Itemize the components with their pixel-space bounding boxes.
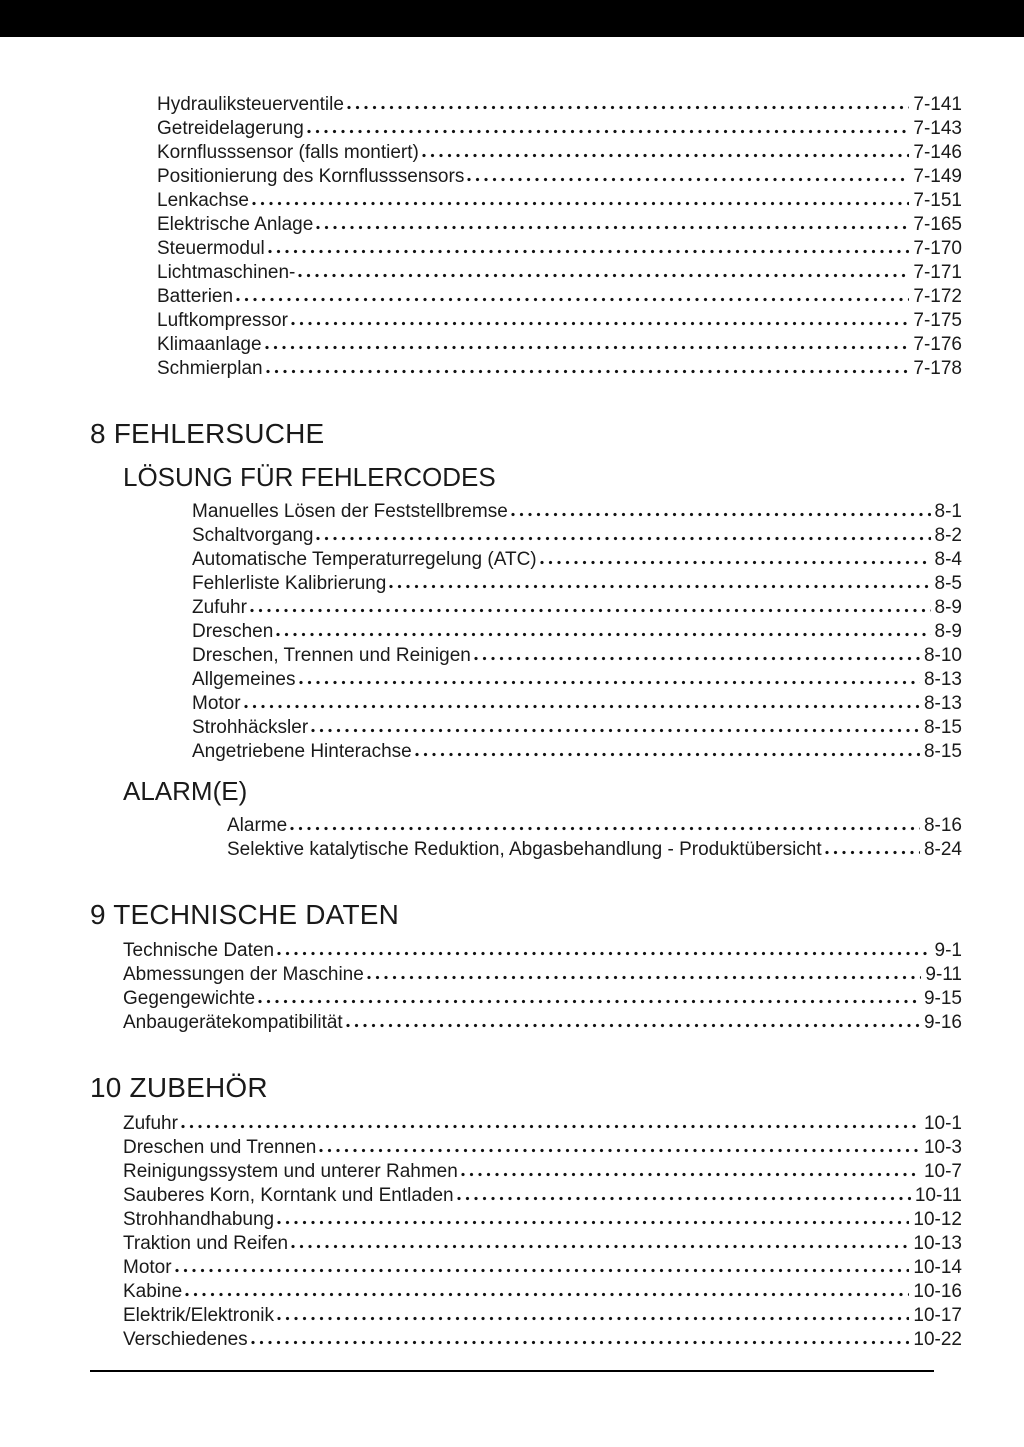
- toc-entry: [123, 1328, 962, 1352]
- toc-entry-page: 10-22: [913, 1329, 962, 1350]
- toc-entry-page: 10-16: [913, 1281, 962, 1302]
- dot-leader: [291, 321, 909, 326]
- toc-entry: [123, 939, 962, 963]
- dot-leader: [244, 704, 920, 709]
- toc-entry: [157, 165, 962, 189]
- toc-entry-label: Schmierplan: [157, 358, 263, 379]
- toc-entry-label: Batterien: [157, 286, 234, 307]
- toc-entry-page: 7-178: [913, 358, 962, 379]
- toc-entry-page: 7-141: [913, 94, 962, 115]
- dot-leader: [181, 1124, 920, 1129]
- toc-entry-page: 10-1: [923, 1113, 962, 1134]
- chapter-heading: 10 ZUBEHÖR: [90, 1072, 268, 1103]
- toc-entry: [157, 237, 962, 261]
- toc-entry-page: 10-12: [913, 1209, 962, 1230]
- toc-entry: [157, 141, 962, 165]
- dot-leader: [252, 201, 909, 206]
- toc-entry: [123, 1112, 962, 1136]
- section-subheading: ALARM(E): [123, 776, 248, 806]
- dot-leader: [277, 1316, 909, 1321]
- footer-rule: [90, 1370, 934, 1372]
- toc-entry-page: 8-9: [934, 597, 962, 618]
- toc-entry: [192, 692, 962, 716]
- dot-leader: [311, 728, 920, 733]
- toc-entry: [157, 309, 962, 333]
- toc-entry-group: [90, 939, 962, 1035]
- dot-leader: [346, 1023, 920, 1028]
- toc-entry-label: Kornflusssensor (falls montiert): [157, 142, 419, 163]
- dot-leader: [511, 512, 931, 517]
- toc-entry: [192, 596, 962, 620]
- toc-entry-label: Dreschen, Trennen und Reinigen: [192, 645, 471, 666]
- toc-entry-label: Schaltvorgang: [192, 525, 314, 546]
- toc-entry: [123, 987, 962, 1011]
- toc-entry-label: Zufuhr: [192, 597, 247, 618]
- toc-entry-page: 7-149: [913, 166, 962, 187]
- toc-entry-label: Klimaanlage: [157, 334, 262, 355]
- toc-entry: [157, 357, 962, 381]
- toc-entry: [157, 213, 962, 237]
- page-top-bar: [0, 0, 1024, 37]
- toc-entry: [123, 1256, 962, 1280]
- toc-entry-page: 8-2: [934, 525, 962, 546]
- toc-entry: [123, 1232, 962, 1256]
- toc-entry-page: 10-14: [913, 1257, 962, 1278]
- toc-entry-page: 7-176: [913, 334, 962, 355]
- toc-entry: [123, 1011, 962, 1035]
- toc-entry-label: Strohhäcksler: [192, 717, 309, 738]
- toc-entry-page: 7-170: [913, 238, 962, 259]
- dot-leader: [258, 999, 920, 1004]
- dot-leader: [367, 975, 922, 980]
- toc-entry: [192, 716, 962, 740]
- toc-entry-label: Steuermodul: [157, 238, 265, 259]
- toc-entry: [192, 620, 962, 644]
- toc-entry-label: Traktion und Reifen: [123, 1233, 289, 1254]
- toc-entry: [192, 668, 962, 692]
- toc-entry: [123, 1208, 962, 1232]
- toc-entry-page: 7-171: [913, 262, 962, 283]
- toc-entry-label: Reinigungssystem und unterer Rahmen: [123, 1161, 458, 1182]
- toc-entry-page: 9-1: [934, 940, 962, 961]
- toc-entry-page: 8-16: [923, 815, 962, 836]
- dot-leader: [276, 632, 930, 637]
- toc-entry-label: Technische Daten: [123, 940, 275, 961]
- toc-entry-page: 8-13: [923, 693, 962, 714]
- toc-entry-page: 7-151: [913, 190, 962, 211]
- toc-entry-page: 7-146: [913, 142, 962, 163]
- toc-entry-page: 9-16: [923, 1012, 962, 1033]
- toc-entry-label: Alarme: [227, 815, 288, 836]
- toc-entry-page: 7-175: [913, 310, 962, 331]
- toc-entry-label: Motor: [123, 1257, 172, 1278]
- toc-entry-page: 10-17: [913, 1305, 962, 1326]
- toc-entry-label: Abmessungen der Maschine: [123, 964, 364, 985]
- toc-entry: [192, 548, 962, 572]
- toc-entry-label: Hydrauliksteuerventile: [157, 94, 344, 115]
- toc-entry-label: Motor: [192, 693, 241, 714]
- toc-entry-page: 10-3: [923, 1137, 962, 1158]
- toc-entry-label: Strohhandhabung: [123, 1209, 275, 1230]
- dot-leader: [347, 105, 909, 110]
- toc-entry-label: Sauberes Korn, Korntank und Entladen: [123, 1185, 454, 1206]
- toc-entry: [123, 963, 962, 987]
- dot-leader: [291, 1244, 909, 1249]
- dot-leader: [236, 297, 909, 302]
- toc-entry-page: 8-15: [923, 741, 962, 762]
- dot-leader: [457, 1196, 911, 1201]
- toc: [90, 37, 962, 1354]
- toc-entry-page: 10-7: [923, 1161, 962, 1182]
- toc-entry-page: 7-143: [913, 118, 962, 139]
- toc-entry-page: 8-24: [923, 839, 962, 860]
- toc-entry: [157, 93, 962, 117]
- toc-entry-label: Lenkachse: [157, 190, 249, 211]
- toc-entry: [123, 1184, 962, 1208]
- dot-leader: [277, 1220, 909, 1225]
- toc-entry-label: Dreschen: [192, 621, 274, 642]
- toc-entry-label: Fehlerliste Kalibrierung: [192, 573, 387, 594]
- toc-entry: [123, 1304, 962, 1328]
- dot-leader: [290, 826, 920, 831]
- dot-leader: [175, 1268, 910, 1273]
- toc-entry: [192, 524, 962, 548]
- dot-leader: [540, 560, 931, 565]
- dot-leader: [474, 656, 920, 661]
- toc-entry-page: 8-4: [934, 549, 962, 570]
- dot-leader: [298, 273, 909, 278]
- toc-entry-page: 8-1: [934, 501, 962, 522]
- toc-entry-label: Manuelles Lösen der Feststellbremse: [192, 501, 508, 522]
- toc-entry: [157, 189, 962, 213]
- toc-entry-page: 8-9: [934, 621, 962, 642]
- toc-entry-label: Zufuhr: [123, 1113, 178, 1134]
- toc-entry-page: 9-11: [925, 964, 962, 985]
- dot-leader: [461, 1172, 920, 1177]
- toc-entry-page: 7-165: [913, 214, 962, 235]
- toc-entry-label: Angetriebene Hinterachse: [192, 741, 412, 762]
- dot-leader: [319, 1148, 920, 1153]
- dot-leader: [266, 369, 910, 374]
- dot-leader: [185, 1292, 909, 1297]
- toc-entry: [157, 117, 962, 141]
- toc-entry: [123, 1160, 962, 1184]
- toc-entry-label: Dreschen und Trennen: [123, 1137, 317, 1158]
- chapter-heading: 9 TECHNISCHE DATEN: [90, 899, 400, 930]
- toc-entry-label: Kabine: [123, 1281, 183, 1302]
- toc-entry-page: 8-10: [923, 645, 962, 666]
- toc-entry-label: Elektrische Anlage: [157, 214, 314, 235]
- toc-entry-page: 10-13: [913, 1233, 962, 1254]
- toc-entry: [123, 1136, 962, 1160]
- toc-entry-group: [90, 1112, 962, 1352]
- toc-entry: [192, 500, 962, 524]
- toc-entry: [157, 285, 962, 309]
- dot-leader: [422, 153, 910, 158]
- dot-leader: [467, 177, 909, 182]
- toc-entry: [192, 740, 962, 764]
- toc-entry-label: Elektrik/Elektronik: [123, 1305, 274, 1326]
- toc-entry-page: 8-13: [923, 669, 962, 690]
- section-subheading: LÖSUNG FÜR FEHLERCODES: [123, 462, 496, 492]
- toc-entry-label: Luftkompressor: [157, 310, 288, 331]
- toc-entry-group: [90, 814, 962, 862]
- dot-leader: [265, 345, 910, 350]
- dot-leader: [277, 951, 930, 956]
- toc-entry: [157, 261, 962, 285]
- toc-entry-page: 8-15: [923, 717, 962, 738]
- toc-entry-group: [90, 500, 962, 764]
- toc-entry: [227, 814, 962, 838]
- toc-entry: [123, 1280, 962, 1304]
- dot-leader: [268, 249, 910, 254]
- chapter-heading: 8 FEHLERSUCHE: [90, 418, 325, 449]
- toc-entry-label: Gegengewichte: [123, 988, 256, 1009]
- toc-entry-page: 8-5: [934, 573, 962, 594]
- dot-leader: [389, 584, 930, 589]
- toc-entry-page: 9-15: [923, 988, 962, 1009]
- toc-entry-label: Allgemeines: [192, 669, 296, 690]
- toc-entry-label: Positionierung des Kornflusssensors: [157, 166, 465, 187]
- toc-entry: [192, 644, 962, 668]
- toc-entry-page: 10-11: [914, 1185, 962, 1206]
- dot-leader: [299, 680, 920, 685]
- dot-leader: [415, 752, 920, 757]
- toc-entry: [227, 838, 962, 862]
- dot-leader: [250, 608, 931, 613]
- toc-entry: [192, 572, 962, 596]
- dot-leader: [251, 1340, 910, 1345]
- dot-leader: [316, 225, 909, 230]
- toc-entry-label: Anbaugerätekompatibilität: [123, 1012, 343, 1033]
- toc-entry: [157, 333, 962, 357]
- toc-entry-label: Selektive katalytische Reduktion, Abgasbehandlung - Produktübersicht: [227, 839, 822, 860]
- toc-entry-label: Automatische Temperaturregelung (ATC): [192, 549, 537, 570]
- toc-entry-label: Lichtmaschinen-: [157, 262, 296, 283]
- toc-entry-group: [90, 93, 962, 381]
- dot-leader: [307, 129, 910, 134]
- toc-entry-label: Verschiedenes: [123, 1329, 248, 1350]
- dot-leader: [825, 850, 920, 855]
- toc-entry-page: 7-172: [913, 286, 962, 307]
- toc-entry-label: Getreidelagerung: [157, 118, 304, 139]
- dot-leader: [316, 536, 930, 541]
